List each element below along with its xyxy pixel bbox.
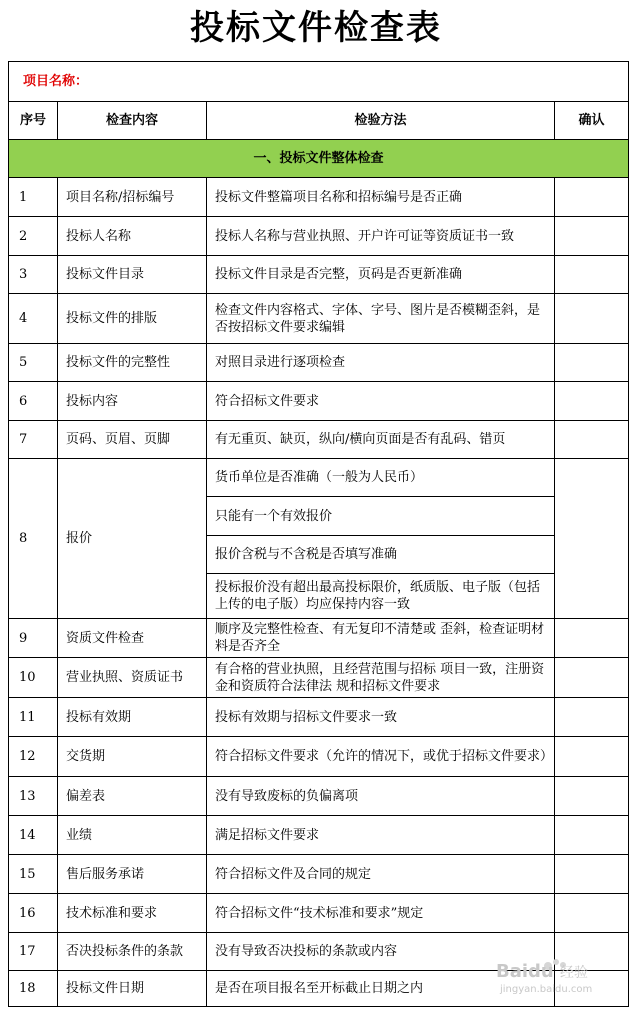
check-item: 投标文件的排版: [58, 294, 207, 344]
table-row: [9, 256, 629, 294]
row-number: 7: [9, 421, 58, 459]
table-row: [9, 816, 629, 855]
confirm-cell[interactable]: [555, 294, 629, 344]
check-item: 投标文件目录: [58, 256, 207, 294]
table-row: [9, 658, 629, 698]
check-item: 投标人名称: [58, 217, 207, 256]
project-name-label: 项目名称：: [9, 62, 629, 102]
check-method: 报价含税与不含税是否填写准确: [207, 536, 555, 574]
confirm-cell[interactable]: [555, 894, 629, 933]
check-method: 顺序及完整性检查、有无复印不清楚或 歪斜，检查证明材料是否齐全: [207, 619, 555, 658]
check-item: 营业执照、资质证书: [58, 658, 207, 698]
check-method: 没有导致废标的负偏离项: [207, 777, 555, 816]
check-method: 投标有效期与招标文件要求一致: [207, 698, 555, 737]
check-item: 页码、页眉、页脚: [58, 421, 207, 459]
row-number: 3: [9, 256, 58, 294]
check-item: 项目名称/招标编号: [58, 178, 207, 217]
confirm-cell[interactable]: [555, 344, 629, 382]
confirm-cell[interactable]: [555, 178, 629, 217]
table-row: [9, 382, 629, 421]
table-row: [9, 294, 629, 344]
check-method: 投标文件整篇项目名称和招标编号是否正确: [207, 178, 555, 217]
confirm-cell[interactable]: [555, 217, 629, 256]
confirm-cell[interactable]: [555, 256, 629, 294]
table-row: [9, 619, 629, 658]
project-name-row: [9, 62, 629, 102]
confirm-cell[interactable]: [555, 421, 629, 459]
table-row: [9, 459, 629, 497]
table-row: [9, 698, 629, 737]
check-item: 否决投标条件的条款: [58, 933, 207, 971]
row-number: 2: [9, 217, 58, 256]
confirm-cell[interactable]: [555, 658, 629, 698]
row-number: 9: [9, 619, 58, 658]
check-item: 售后服务承诺: [58, 855, 207, 894]
row-number: 5: [9, 344, 58, 382]
table-row: [9, 344, 629, 382]
watermark-suffix: 经验: [560, 965, 588, 981]
confirm-cell[interactable]: [555, 777, 629, 816]
section-row: [9, 140, 629, 178]
check-method: 满足招标文件要求: [207, 816, 555, 855]
check-method: 投标报价没有超出最高投标限价，纸质版、电子版（包括上传的电子版）均应保持内容一致: [207, 574, 555, 619]
row-number: 8: [9, 459, 58, 619]
watermark-url: jingyan.baidu.com: [500, 984, 593, 995]
confirm-cell[interactable]: [555, 619, 629, 658]
check-method: 货币单位是否准确（一般为人民币）: [207, 459, 555, 497]
table-row: [9, 178, 629, 217]
header-row: [9, 102, 629, 140]
row-number: 4: [9, 294, 58, 344]
confirm-cell[interactable]: [555, 816, 629, 855]
check-item: 投标内容: [58, 382, 207, 421]
row-number: 6: [9, 382, 58, 421]
check-method: 没有导致否决投标的条款或内容: [207, 933, 555, 971]
check-method: 符合招标文件及合同的规定: [207, 855, 555, 894]
section-title: 一、投标文件整体检查: [9, 140, 629, 178]
row-number: 1: [9, 178, 58, 217]
page-title: 投标文件检查表: [190, 8, 442, 48]
check-item: 投标文件日期: [58, 971, 207, 1007]
row-number: 13: [9, 777, 58, 816]
table-row: [9, 894, 629, 933]
row-number: 15: [9, 855, 58, 894]
header-no: 序号: [9, 102, 58, 140]
check-item: 交货期: [58, 737, 207, 777]
check-item: 偏差表: [58, 777, 207, 816]
row-number: 12: [9, 737, 58, 777]
table-row: [9, 855, 629, 894]
confirm-cell[interactable]: [555, 459, 629, 619]
table-row: [9, 421, 629, 459]
confirm-cell[interactable]: [555, 737, 629, 777]
check-item: 业绩: [58, 816, 207, 855]
check-method: 是否在项目报名至开标截止日期之内: [207, 971, 555, 1007]
row-number: 17: [9, 933, 58, 971]
check-method: 符合招标文件“技术标准和要求”规定: [207, 894, 555, 933]
check-method: 投标文件目录是否完整，页码是否更新准确: [207, 256, 555, 294]
table-row: [9, 777, 629, 816]
confirm-cell[interactable]: [555, 698, 629, 737]
check-item: 投标文件的完整性: [58, 344, 207, 382]
check-item: 投标有效期: [58, 698, 207, 737]
table-row: [9, 217, 629, 256]
check-item: 报价: [58, 459, 207, 619]
check-method: 投标人名称与营业执照、开户许可证等资质证书一致: [207, 217, 555, 256]
row-number: 18: [9, 971, 58, 1007]
watermark-brand: Baidu: [496, 961, 554, 982]
check-method: 有合格的营业执照，且经营范围与招标 项目一致，注册资金和资质符合法律法 规和招标文件要求: [207, 658, 555, 698]
check-method: 只能有一个有效报价: [207, 497, 555, 536]
header-confirm: 确认: [555, 102, 629, 140]
check-item: 技术标准和要求: [58, 894, 207, 933]
check-item: 资质文件检查: [58, 619, 207, 658]
row-number: 11: [9, 698, 58, 737]
row-number: 14: [9, 816, 58, 855]
header-method: 检验方法: [207, 102, 555, 140]
check-method: 符合招标文件要求（允许的情况下，或优于招标文件要求）: [207, 737, 555, 777]
checklist-table: [8, 61, 629, 1007]
confirm-cell[interactable]: [555, 382, 629, 421]
check-method: 对照目录进行逐项检查: [207, 344, 555, 382]
row-number: 16: [9, 894, 58, 933]
check-method: 有无重页、缺页，纵向/横向页面是否有乱码、错页: [207, 421, 555, 459]
table-row: [9, 737, 629, 777]
check-method: 符合招标文件要求: [207, 382, 555, 421]
baidu-jingyan-watermark: [486, 954, 598, 998]
row-number: 10: [9, 658, 58, 698]
header-item: 检查内容: [58, 102, 207, 140]
check-method: 检查文件内容格式、字体、字号、图片是否模糊歪斜，是否按招标文件要求编辑: [207, 294, 555, 344]
confirm-cell[interactable]: [555, 855, 629, 894]
